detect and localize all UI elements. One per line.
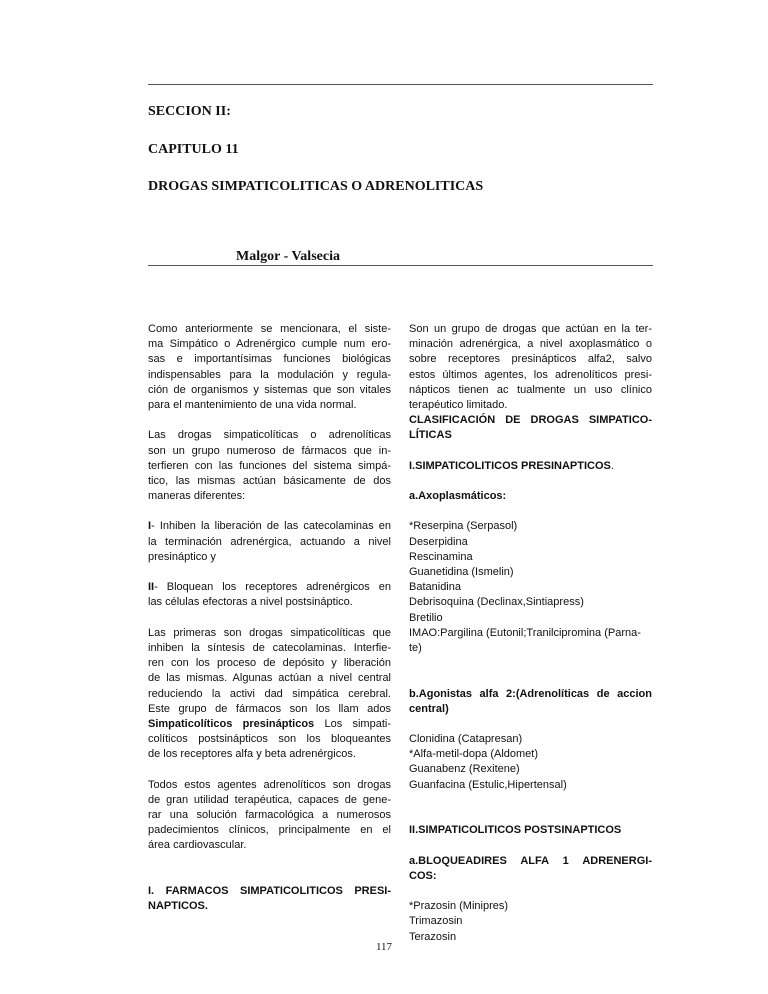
line-text: ción de organismos y sistemas que son vitales xyxy=(148,383,391,396)
text-line xyxy=(148,823,391,838)
text-line xyxy=(409,428,652,443)
blank-line xyxy=(409,444,652,459)
line-text: - Bloquean los receptores adrenérgicos en xyxy=(154,581,391,594)
line-text: presináptico y xyxy=(148,550,216,563)
chapter-heading: CAPITULO 11 xyxy=(148,142,239,157)
text-line xyxy=(148,626,391,641)
text-line xyxy=(148,656,391,671)
author-rule xyxy=(148,265,653,266)
line-text: I. FARMACOS SIMPATICOLITICOS PRESI- xyxy=(148,884,391,897)
text-line xyxy=(409,914,652,929)
top-rule xyxy=(148,84,653,85)
text-line xyxy=(148,702,391,717)
text-line xyxy=(409,595,652,610)
text-line xyxy=(409,823,652,838)
line-text: Las primeras son drogas simpaticolíticas que xyxy=(148,626,391,639)
text-line xyxy=(148,747,391,762)
text-line xyxy=(409,611,652,626)
blank-line xyxy=(148,413,391,428)
blank-line xyxy=(409,808,652,823)
text-line xyxy=(409,535,652,550)
text-line xyxy=(148,671,391,686)
line-text: Como anteriormente se mencionara, el siste- xyxy=(148,323,391,335)
text-line xyxy=(409,383,652,398)
line-text: reduciendo la activi dad simpática cerebral. xyxy=(148,687,391,700)
line-text: la terminación adrenérgica, actuando a nivel xyxy=(148,535,391,548)
line-text: maneras diferentes: xyxy=(148,490,246,503)
blank-line xyxy=(409,504,652,519)
line-text: Guanabenz (Rexitene) xyxy=(409,763,520,776)
text-line xyxy=(148,641,391,656)
blank-line xyxy=(409,474,652,489)
text-line xyxy=(409,565,652,580)
bold-lead: II xyxy=(148,581,155,594)
text-line xyxy=(148,428,391,443)
text-line xyxy=(148,459,391,474)
text-line xyxy=(409,459,652,474)
line-text: padecimientos clínicos, principalmente en el xyxy=(148,824,391,837)
text-line xyxy=(409,762,652,777)
line-text: COS: xyxy=(409,869,437,882)
line-text: de los receptores alfa y beta adrenérgicos. xyxy=(148,748,356,761)
right-column xyxy=(409,322,652,945)
line-text: Clonidina (Catapresan) xyxy=(409,733,523,746)
text-line xyxy=(409,854,652,869)
line-tail: . xyxy=(610,459,614,472)
line-text: ren con los proceso de depósito y liberación xyxy=(148,657,391,670)
text-line xyxy=(148,808,391,823)
blank-line xyxy=(148,869,391,884)
line-text: área cardiovascular. xyxy=(148,839,247,852)
text-line xyxy=(148,687,391,702)
text-line xyxy=(148,444,391,459)
line-text: Batanidina xyxy=(409,581,461,594)
text-line xyxy=(409,580,652,595)
text-line xyxy=(409,519,652,534)
line-text: Guanfacina (Estulic,Hipertensal) xyxy=(409,778,567,791)
blank-line xyxy=(409,884,652,899)
line-text: Debrisoquina (Declinax,Sintiapress) xyxy=(409,596,584,609)
line-text: NAPTICOS. xyxy=(148,900,208,913)
text-line xyxy=(148,838,391,853)
chapter-title: DROGAS SIMPATICOLITICAS O ADRENOLITICAS xyxy=(148,179,484,194)
line-text: estos últimos agentes, los adrenolíticos presi- xyxy=(409,368,652,381)
text-line xyxy=(148,322,391,337)
line-text: tico, las mismas actúan básicamente de dos xyxy=(148,474,391,487)
line-text: terfieren con las funciones del sistema simpá- xyxy=(148,459,391,472)
text-line xyxy=(148,519,391,534)
line-text: *Prazosin (Minipres) xyxy=(409,900,509,913)
line-text: rar una solución farmacológica a numerosos xyxy=(148,809,391,821)
line-text: terapéutico limitado. xyxy=(409,398,508,411)
text-line xyxy=(409,702,652,717)
section-heading: SECCION II: xyxy=(148,104,231,119)
text-line xyxy=(409,687,652,702)
line-text: Son un grupo de drogas que actúan en la ter- xyxy=(409,323,652,335)
authors: Malgor - Valsecia xyxy=(236,249,340,264)
blank-line xyxy=(409,656,652,671)
text-line xyxy=(409,413,652,428)
text-line xyxy=(409,337,652,352)
text-line xyxy=(409,398,652,413)
text-line xyxy=(148,489,391,504)
text-line xyxy=(409,352,652,367)
line-text: para el mantenimiento de una vida normal. xyxy=(148,398,357,411)
text-line xyxy=(148,899,391,914)
line-text: ma Simpático o Adrenérgico cumple num ero- xyxy=(148,338,391,351)
line-text: *Alfa-metil-dopa (Aldomet) xyxy=(409,748,538,761)
line-text: a.BLOQUEADIRES ALFA 1 ADRENERGI- xyxy=(409,854,652,867)
text-line xyxy=(409,869,652,884)
line-text: las células efectoras a nivel postsináptico. xyxy=(148,596,353,609)
line-text: inhiben la síntesis de catecolaminas. Interfie- xyxy=(148,641,391,654)
blank-line xyxy=(148,854,391,869)
blank-line xyxy=(409,671,652,686)
text-line xyxy=(409,732,652,747)
text-line xyxy=(409,778,652,793)
text-line xyxy=(409,747,652,762)
line-text: de las mismas. Algunas actúan a nivel central xyxy=(148,672,391,685)
line-text: Este grupo de fármacos son los llam ados xyxy=(148,702,391,715)
text-line xyxy=(409,322,652,337)
line-text: IMAO:Pargilina (Eutonil;Tranilcipromina (Parna- xyxy=(409,626,641,639)
blank-line xyxy=(148,504,391,519)
line-text: indispensables para la modulación y regula- xyxy=(148,368,391,381)
text-line xyxy=(148,535,391,550)
blank-line xyxy=(148,611,391,626)
line-text: son un grupo numeroso de fármacos que in- xyxy=(148,444,391,457)
text-line xyxy=(148,398,391,413)
text-line xyxy=(148,717,391,732)
line-text: b.Agonistas alfa 2:(Adrenolíticas de accion xyxy=(409,687,652,700)
line-text: Deserpidina xyxy=(409,535,468,548)
line-text: Terazosin xyxy=(409,930,457,943)
text-line xyxy=(409,489,652,504)
text-line xyxy=(148,474,391,489)
line-text: central) xyxy=(409,702,449,715)
line-text: Todos estos agentes adrenolíticos son drogas xyxy=(148,778,391,791)
line-text: Las drogas simpaticolíticas o adrenolíticas xyxy=(148,429,391,442)
page-number: 117 xyxy=(375,941,393,953)
line-text: *Reserpina (Serpasol) xyxy=(409,520,518,533)
line-text: sobre receptores presinápticos alfa2, salvo xyxy=(409,353,652,366)
line-text: Rescinamina xyxy=(409,550,473,563)
line-text: minación adrenérgica, a nivel axoplasmático o xyxy=(409,338,652,351)
line-text: CLASIFICACIÓN DE DROGAS SIMPATICO- xyxy=(409,414,652,427)
text-line xyxy=(148,368,391,383)
line-text: Bretilio xyxy=(409,611,443,624)
blank-line xyxy=(148,565,391,580)
line-text: - Inhiben la liberación de las catecolaminas en xyxy=(151,520,391,533)
line-text: LÍTICAS xyxy=(409,429,452,442)
text-line xyxy=(148,550,391,565)
text-line xyxy=(148,580,391,595)
line-text: II.SIMPATICOLITICOS POSTSINAPTICOS xyxy=(409,824,622,837)
line-text: te) xyxy=(409,641,422,654)
text-line xyxy=(148,595,391,610)
line-text: colíticos postsinápticos son los bloqueantes xyxy=(148,733,391,746)
line-text: Los simpati- xyxy=(314,717,391,730)
line-text: a.Axoplasmáticos: xyxy=(409,490,507,503)
blank-line xyxy=(409,717,652,732)
text-line xyxy=(148,732,391,747)
text-line xyxy=(148,778,391,793)
blank-line xyxy=(148,762,391,777)
blank-line xyxy=(409,793,652,808)
line-text: Guanetidina (Ismelin) xyxy=(409,566,514,578)
line-text: nápticos tienen ac tualmente un uso clínico xyxy=(409,383,652,396)
text-line xyxy=(148,383,391,398)
text-line xyxy=(409,626,652,641)
line-text: sas e importantísimas funciones biológicas xyxy=(148,353,391,366)
text-line xyxy=(409,550,652,565)
text-line xyxy=(409,641,652,656)
text-line xyxy=(148,337,391,352)
line-text: I.SIMPATICOLITICOS PRESINAPTICOS xyxy=(409,459,611,472)
blank-line xyxy=(409,838,652,853)
text-line xyxy=(148,352,391,367)
line-text: de gran utilidad terapéutica, capaces de gene- xyxy=(148,793,391,806)
text-line xyxy=(409,368,652,383)
bold-lead: I xyxy=(148,520,152,533)
left-column xyxy=(148,322,391,914)
text-line xyxy=(409,899,652,914)
bold-lead: Simpaticolíticos presinápticos xyxy=(148,717,315,730)
text-line xyxy=(148,793,391,808)
line-text: Trimazosin xyxy=(409,915,463,928)
text-line xyxy=(148,884,391,899)
